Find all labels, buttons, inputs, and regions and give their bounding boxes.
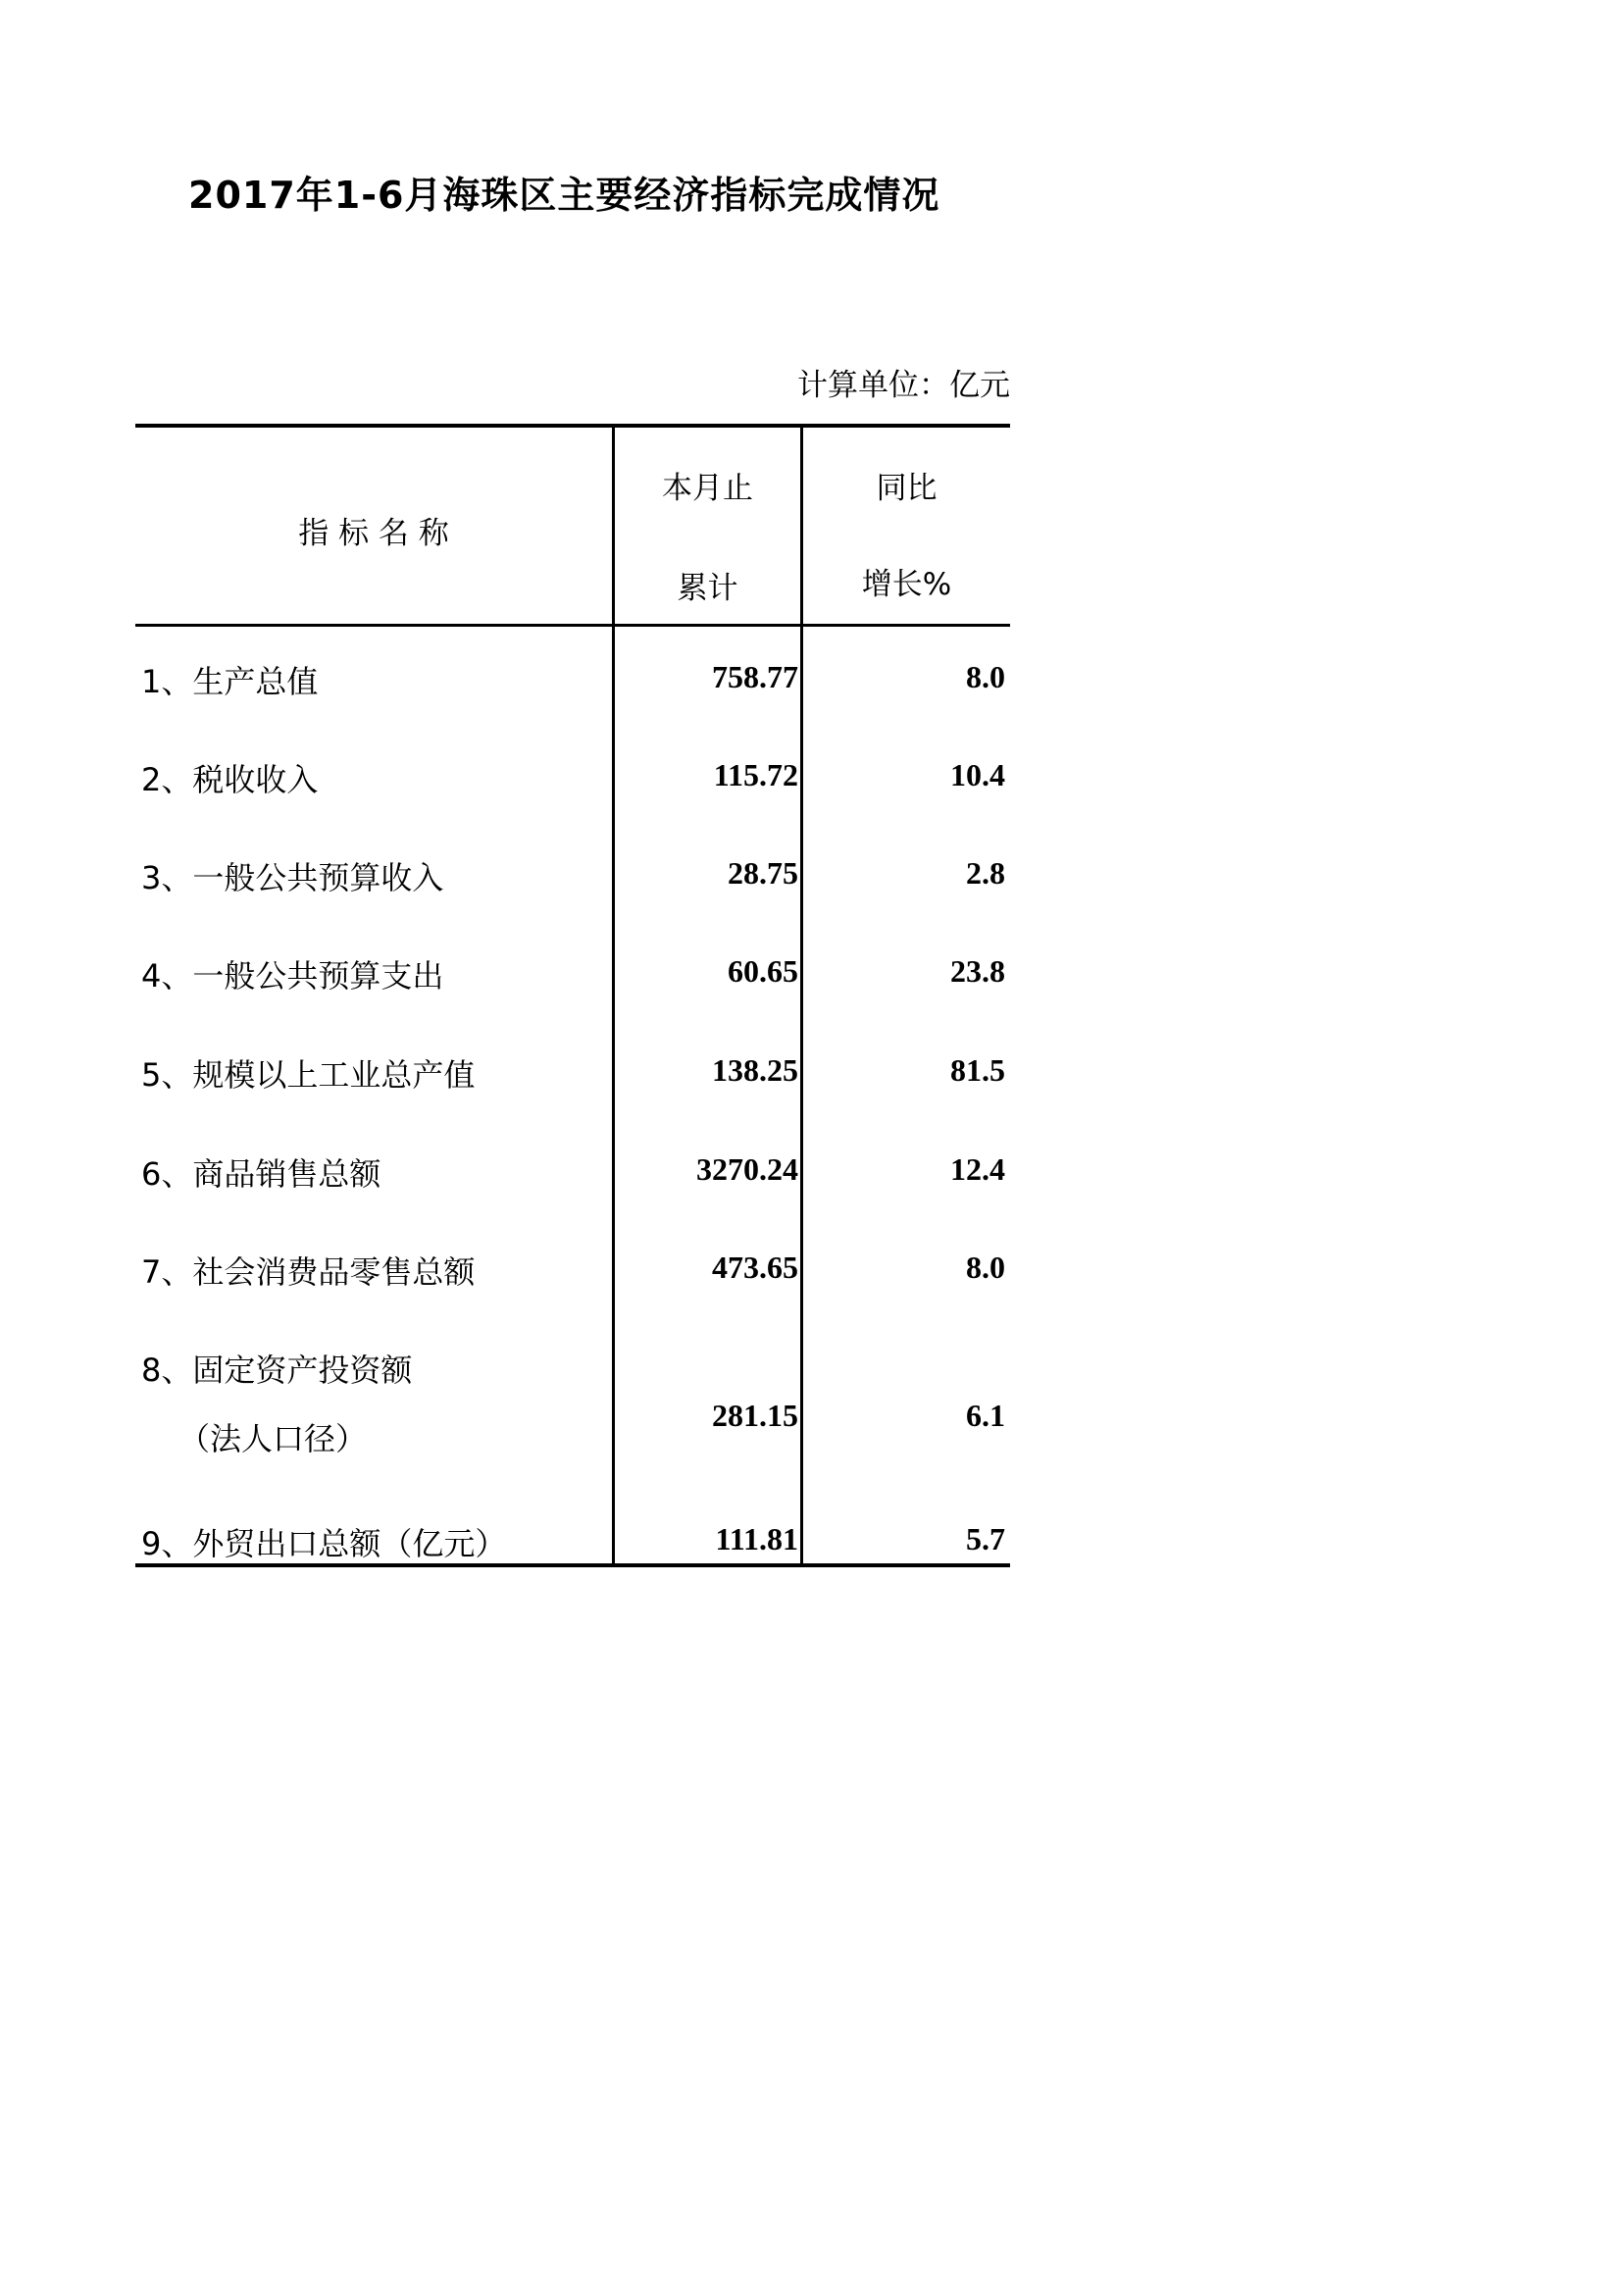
row-8-name: 8、固定资产投资额 [141, 1352, 413, 1389]
row-7-growth: 8.0 [966, 1250, 1005, 1285]
page-title: 2017年1-6月海珠区主要经济指标完成情况 [188, 174, 940, 217]
row-1-growth: 8.0 [966, 659, 1005, 694]
header-growth-line1: 同比 [876, 471, 938, 506]
row-1-name: 1、生产总值 [141, 663, 319, 700]
header-current-line1: 本月止 [662, 471, 753, 506]
row-6-name: 6、商品销售总额 [141, 1155, 381, 1193]
row-6-growth: 12.4 [950, 1151, 1005, 1187]
header-current-line2: 累计 [677, 571, 738, 606]
row-1-current: 758.77 [712, 659, 798, 694]
row-5-growth: 81.5 [950, 1052, 1005, 1088]
indicator-table [135, 424, 1010, 1567]
row-8-current: 281.15 [712, 1398, 798, 1433]
row-2-growth: 10.4 [950, 757, 1005, 792]
row-9-growth: 5.7 [966, 1521, 1005, 1556]
header-growth-line2: 增长% [861, 567, 952, 602]
row-3-current: 28.75 [728, 855, 798, 891]
row-6-current: 3270.24 [696, 1151, 798, 1187]
row-7-name: 7、社会消费品零售总额 [141, 1253, 476, 1291]
header-name: 指 标 名 称 [298, 516, 449, 551]
row-4-growth: 23.8 [950, 953, 1005, 989]
row-7-current: 473.65 [712, 1250, 798, 1285]
row-8-name-line2: （法人口径） [178, 1420, 368, 1457]
row-2-current: 115.72 [713, 757, 798, 792]
row-9-current: 111.81 [715, 1521, 798, 1556]
row-9-name: 9、外贸出口总额（亿元） [141, 1525, 507, 1562]
row-8-growth: 6.1 [966, 1398, 1005, 1433]
row-5-current: 138.25 [712, 1052, 798, 1088]
unit-note: 计算单位：亿元 [797, 368, 1010, 403]
row-3-growth: 2.8 [966, 855, 1005, 891]
row-4-current: 60.65 [728, 953, 798, 989]
row-5-name: 5、规模以上工业总产值 [141, 1056, 476, 1094]
row-3-name: 3、一般公共预算收入 [141, 859, 444, 896]
row-2-name: 2、税收收入 [141, 761, 319, 798]
table-top-rule [135, 424, 1010, 428]
row-4-name: 4、一般公共预算支出 [141, 957, 444, 995]
table-header-rule [135, 624, 1010, 627]
